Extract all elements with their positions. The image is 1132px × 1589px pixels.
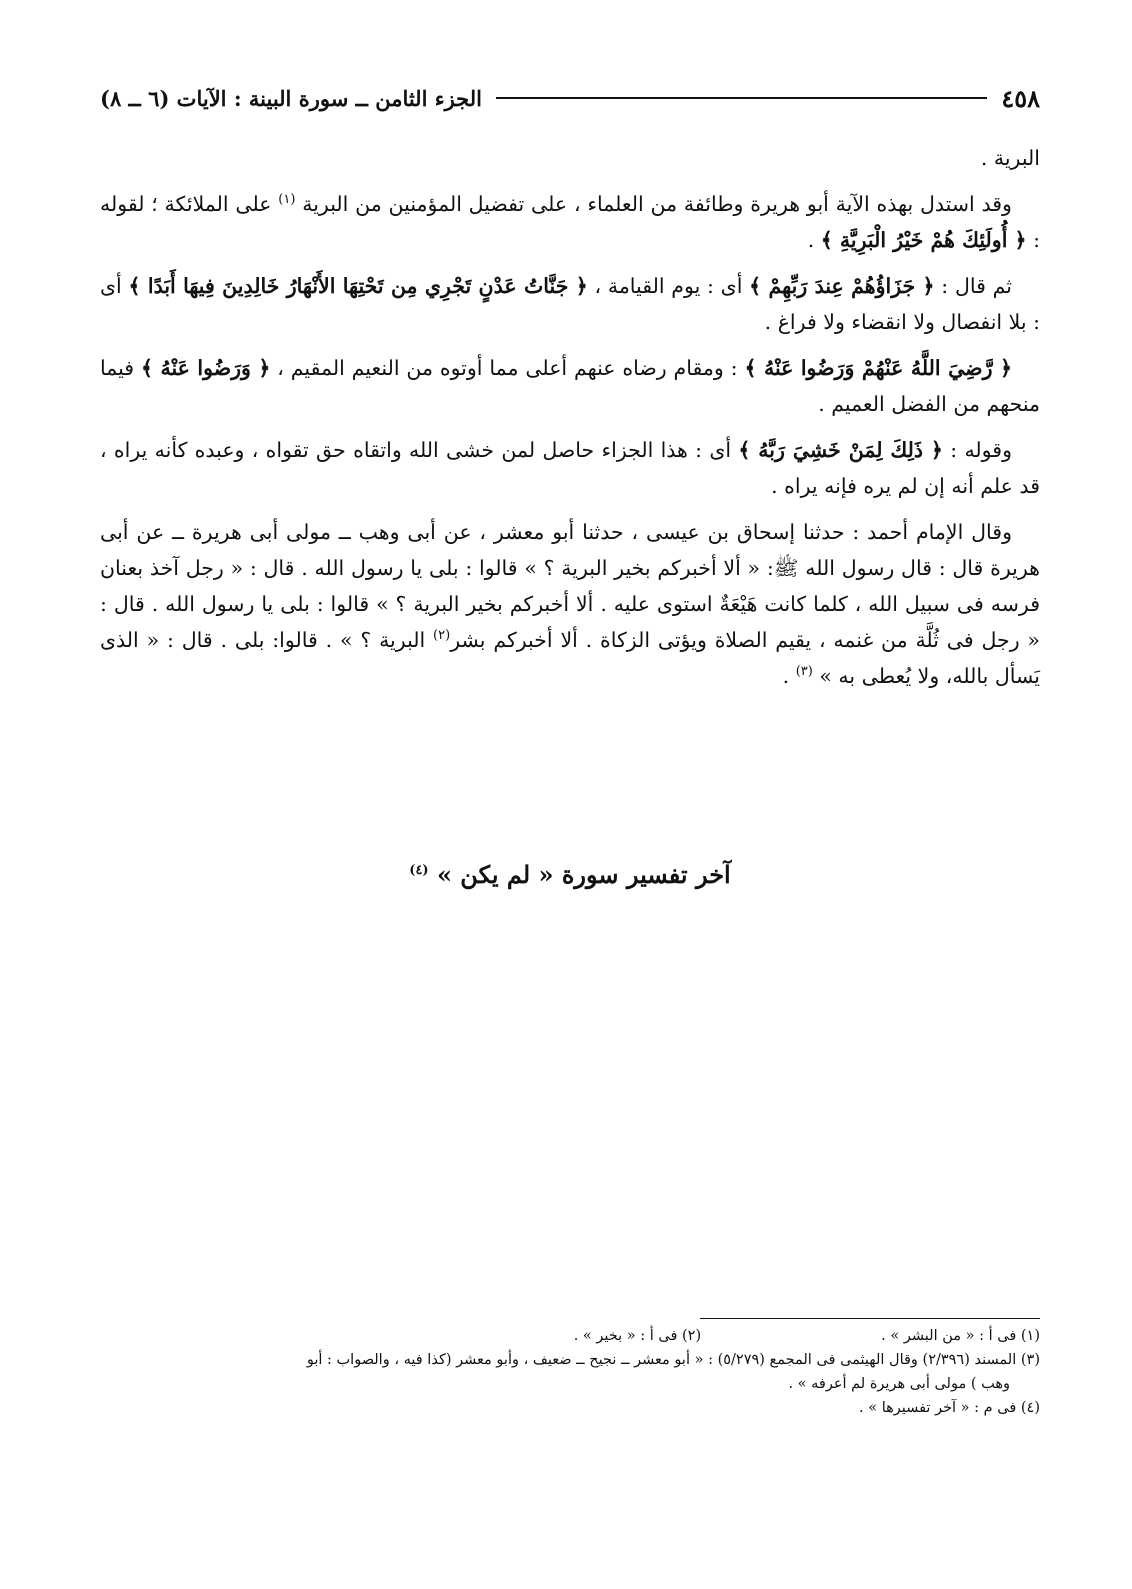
text-p1a: وقد استدل بهذه الآية أبو هريرة وطائفة من العلماء ، على تفضيل المؤمنين من البرية (302, 192, 1012, 216)
paragraph-1 (100, 186, 1040, 258)
text-p3a: : ومقام رضاه عنهم أعلى مما أوتوه من النعيم المقيم ، (277, 356, 738, 380)
paragraph-0 (100, 140, 1040, 176)
quran-quote: ﴿ ذَلِكَ لِمَنْ خَشِيَ رَبَّهُ ﴾ (738, 438, 943, 462)
footnote-3-continued: وهب ) مولى أبى هريرة لم أعرفه » . (788, 1376, 1010, 1392)
footnote-2: (٢) فى أ : « بخير » . (573, 1328, 702, 1344)
paragraph-3 (100, 350, 1040, 422)
quran-quote: ﴿ أُولَئِكَ هُمْ خَيْرُ الْبَرِيَّةِ ﴾ (820, 228, 1027, 252)
quran-quote: ﴿ وَرَضُوا عَنْهُ ﴾ (140, 356, 271, 380)
text-p4a: وقوله : (950, 438, 1012, 462)
header-rule (496, 97, 987, 99)
footnote-ref-3: (٣) (795, 664, 813, 680)
footnote-4: (٤) فى م : « آخر تفسيرها » . (859, 1400, 1040, 1416)
text-p1c: . (807, 228, 815, 252)
page-number: ٤٥٨ (1001, 83, 1040, 113)
footnote-1: (١) فى أ : « من البشر » . (881, 1328, 1040, 1344)
section-end-title (100, 860, 1040, 889)
footnote-3: (٣) المسند (٢/٣٩٦) وقال الهيثمى فى المجمع (٥/٢٧٩) : « أبو معشر ــ نجيح ــ ضعيف ، وأبو معشر (كذا فيه ، والصواب : أبو (306, 1352, 1040, 1368)
text-p2a: ثم قال : (941, 274, 1012, 298)
main-text (100, 140, 1040, 704)
footnote-ref-1: (١) (278, 192, 296, 208)
text-p2b: أى : يوم القيامة ، (594, 274, 743, 298)
running-title: الجزء الثامن ــ سورة البينة : الآيات (٦ ــ ٨) (100, 85, 482, 111)
text-p1b: على الملائكة ؛ لقوله : (100, 192, 1040, 252)
text-p4b: أى : هذا الجزاء حاصل لمن خشى الله واتقاه حق تقواه ، وعبده كأنه يراه ، قد علم أنه إن لم يره فإنه يراه . (100, 438, 1040, 498)
quran-quote: ﴿ رَّضِيَ اللَّهُ عَنْهُمْ وَرَضُوا عَنْهُ ﴾ (744, 356, 1012, 380)
footnotes (100, 1324, 1040, 1420)
footnote-divider (700, 1318, 1040, 1319)
text-p2c: أى : بلا انفصال ولا انقضاء ولا فراغ . (100, 274, 1040, 334)
paragraph-4 (100, 432, 1040, 504)
paragraph-5 (100, 514, 1040, 694)
footnote-row (100, 1324, 1040, 1348)
end-title-text: آخر تفسير سورة « لم يكن » (436, 860, 731, 889)
page-header (100, 78, 1040, 118)
text-p5a: وقال الإمام أحمد : حدثنا إسحاق بن عيسى ، حدثنا أبو معشر ، عن أبى وهب ــ مولى أبى هريرة ــ عن أبى هريرة قال : قال رسول الله ﷺ: « ألا أخبركم بخير البرية ؟ » قالوا : بلى يا رسول الله . قال : « رجل آخذ بعنان فرسه فى سبيل الله ، كلما كانت هَيْعَةٌ استوى عليه . ألا أخبركم بخير البرية ؟ » قالوا : بلى يا رسول الله . قال : « رجل فى ثُلَّة من غنمه ، يقيم الصلاة ويؤتى الزكاة . ألا أخبركم بشر (100, 520, 1040, 652)
footnote-ref-2: (٢) (433, 628, 451, 644)
quran-quote: ﴿ جَزَاؤُهُمْ عِندَ رَبِّهِمْ ﴾ (749, 274, 935, 298)
footnote-ref-4: (٤) (409, 863, 429, 878)
text-p5b: البرية ؟ » . قالوا: بلى . قال : « الذى يَسأل بالله، ولا يُعطى به » (100, 628, 1040, 688)
quran-quote: ﴿ جَنَّاتُ عَدْنٍ تَجْرِي مِن تَحْتِهَا الأَنْهَارُ خَالِدِينَ فِيهَا أَبَدًا ﴾ (128, 274, 588, 298)
text-p5c: . (782, 664, 790, 688)
paragraph-2 (100, 268, 1040, 340)
text-p3b: فيما منحهم من الفضل العميم . (100, 356, 1040, 416)
text-p0: البرية . (980, 146, 1040, 170)
